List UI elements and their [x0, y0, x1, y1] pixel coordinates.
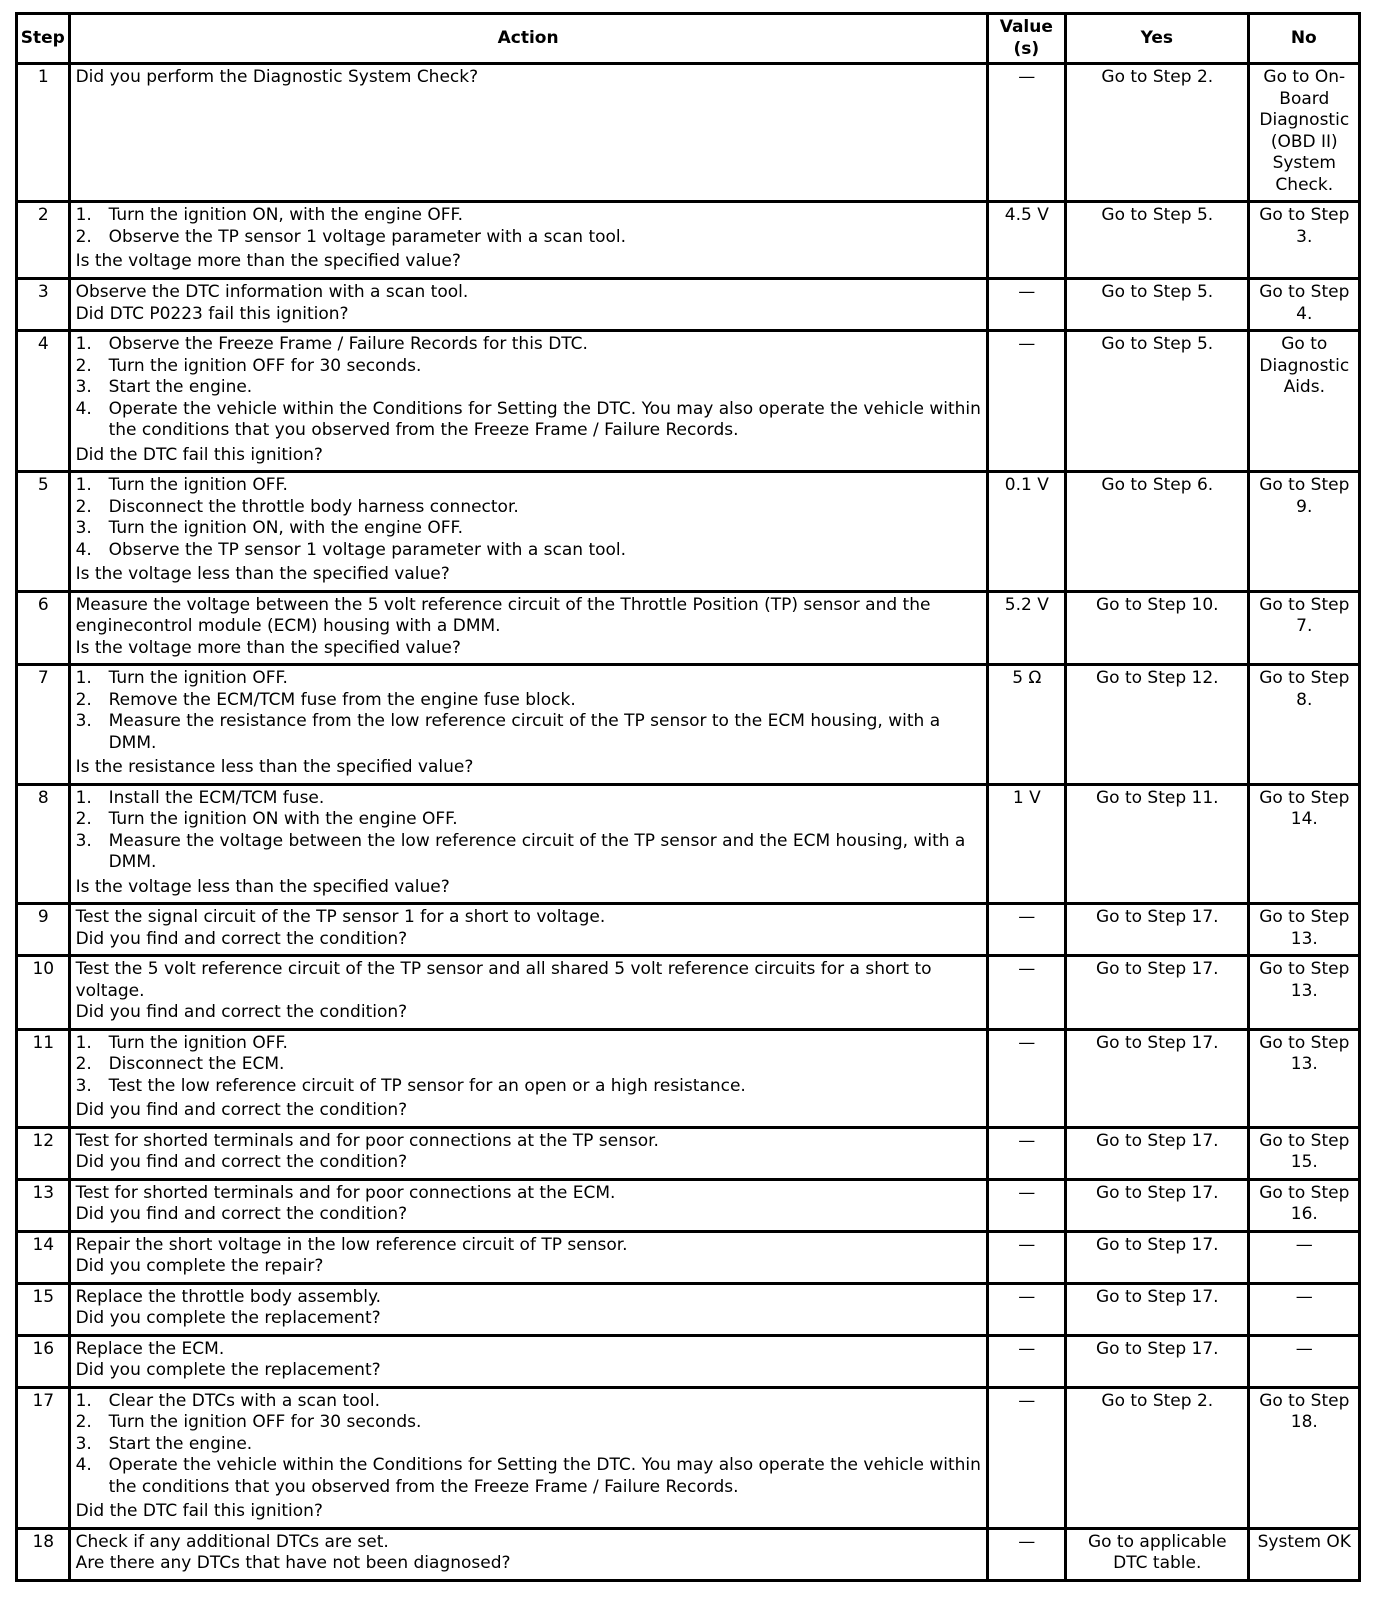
action-steps — [76, 334, 982, 442]
action-step — [76, 1412, 982, 1434]
table-body — [17, 64, 1360, 1581]
action-step-number: 1. — [75, 787, 92, 808]
action-text: Did you perform the Diagnostic System Check? — [75, 67, 479, 87]
action-step-number: 3. — [75, 1075, 92, 1096]
yes-cell: Go to Step 17. — [1066, 956, 1249, 1030]
step-number: 11 — [17, 1029, 70, 1127]
step-number: 9 — [17, 904, 70, 956]
action-cell — [69, 956, 987, 1030]
no-cell: Go to Step 13. — [1248, 1029, 1359, 1127]
action-question: Is the resistance less than the specified value? — [75, 757, 474, 777]
no-cell: Go to Step 16. — [1248, 1179, 1359, 1231]
yes-cell: Go to Step 12. — [1066, 665, 1249, 785]
action-step-number: 1. — [75, 1032, 92, 1053]
value-cell: — — [987, 1335, 1065, 1387]
action-cell — [69, 64, 987, 202]
table-row — [17, 331, 1360, 472]
action-step — [76, 668, 982, 690]
yes-cell: Go to Step 17. — [1066, 1283, 1249, 1335]
no-cell: Go to Step 14. — [1248, 784, 1359, 904]
action-cell — [69, 904, 987, 956]
step-number: 13 — [17, 1179, 70, 1231]
action-question: Did the DTC fail this ignition? — [75, 444, 323, 465]
value-cell: — — [987, 1179, 1065, 1231]
step-number: 6 — [17, 591, 70, 665]
value-cell: — — [987, 331, 1065, 472]
action-step-number: 4. — [75, 398, 92, 419]
table-row — [17, 956, 1360, 1030]
value-cell: — — [987, 1387, 1065, 1528]
action-step-number: 2. — [75, 809, 92, 829]
header-row — [17, 14, 1360, 64]
no-cell: Go to Step 13. — [1248, 956, 1359, 1030]
action-step-text: Remove the ECM/TCM fuse from the engine fuse block. — [108, 689, 576, 710]
table-row — [17, 1283, 1360, 1335]
value-cell: — — [987, 1231, 1065, 1283]
action-step — [76, 1455, 982, 1498]
action-text: Replace the throttle body assembly. — [75, 1286, 382, 1307]
step-number: 10 — [17, 956, 70, 1030]
value-cell: — — [987, 279, 1065, 331]
action-step-text: Turn the ignition ON, with the engine OFF. — [108, 518, 463, 538]
yes-cell: Go to Step 10. — [1066, 591, 1249, 665]
action-step-number: 2. — [75, 355, 92, 376]
step-number: 7 — [17, 665, 70, 785]
table-row — [17, 1179, 1360, 1231]
action-step-text: Observe the TP sensor 1 voltage parameter with a scan tool. — [108, 539, 627, 560]
no-cell: Go to Step 18. — [1248, 1387, 1359, 1528]
yes-cell: Go to Step 11. — [1066, 784, 1249, 904]
table-row — [17, 64, 1360, 202]
action-question: Is the voltage less than the specified value? — [75, 876, 450, 897]
action-steps — [76, 668, 982, 754]
step-number: 18 — [17, 1528, 70, 1580]
no-cell: — — [1248, 1283, 1359, 1335]
action-text: Did you complete the replacement? — [75, 1360, 381, 1380]
yes-cell: Go to Step 17. — [1066, 904, 1249, 956]
action-question: Is the voltage more than the specified value? — [75, 251, 461, 271]
action-step-number: 1. — [75, 1390, 92, 1411]
action-question: Did the DTC fail this ignition? — [75, 1501, 323, 1521]
action-text: Did you find and correct the condition? — [75, 928, 408, 949]
action-step — [76, 788, 982, 810]
no-cell: Go to Step 3. — [1248, 202, 1359, 279]
action-cell — [69, 331, 987, 472]
action-step — [76, 831, 982, 874]
action-question: Is the voltage less than the specified value? — [75, 564, 450, 584]
value-cell: — — [987, 956, 1065, 1030]
action-step-text: Observe the Freeze Frame / Failure Records for this DTC. — [108, 334, 588, 354]
action-step-text: Test the low reference circuit of TP sensor for an open or a high resistance. — [108, 1075, 746, 1096]
table-row — [17, 784, 1360, 904]
action-step-number: 1. — [75, 475, 92, 495]
action-step-text: Turn the ignition OFF. — [108, 668, 288, 688]
action-step-number: 2. — [75, 1412, 92, 1432]
yes-cell: Go to Step 5. — [1066, 202, 1249, 279]
action-step — [76, 399, 982, 442]
header-action: Action — [69, 14, 987, 64]
action-text: Test the signal circuit of the TP sensor 1 for a short to voltage. — [75, 907, 606, 927]
yes-cell: Go to Step 17. — [1066, 1335, 1249, 1387]
value-cell: — — [987, 1283, 1065, 1335]
table-row — [17, 1528, 1360, 1580]
action-step — [76, 690, 982, 712]
value-cell: — — [987, 904, 1065, 956]
action-text: Test the 5 volt reference circuit of the TP sensor and all shared 5 volt reference circuits for a short to voltage. — [75, 959, 932, 1001]
action-step-number: 3. — [75, 1433, 92, 1454]
action-step-text: Measure the voltage between the low reference circuit of the TP sensor and the ECM housing, with a DMM. — [108, 830, 966, 872]
action-steps — [76, 1391, 982, 1499]
step-number: 12 — [17, 1127, 70, 1179]
value-cell: 0.1 V — [987, 472, 1065, 592]
action-step — [76, 497, 982, 519]
action-steps — [76, 205, 982, 248]
action-text: Repair the short voltage in the low reference circuit of TP sensor. — [75, 1234, 628, 1255]
value-cell: 4.5 V — [987, 202, 1065, 279]
action-steps — [76, 475, 982, 561]
no-cell: Go to Step 4. — [1248, 279, 1359, 331]
action-cell — [69, 591, 987, 665]
action-text: Replace the ECM. — [75, 1338, 225, 1359]
action-step-number: 1. — [75, 334, 92, 354]
action-cell — [69, 472, 987, 592]
value-cell: — — [987, 1127, 1065, 1179]
action-text: Did you find and correct the condition? — [75, 1002, 408, 1022]
yes-cell: Go to Step 6. — [1066, 472, 1249, 592]
action-step-text: Turn the ignition OFF for 30 seconds. — [108, 355, 422, 376]
yes-cell: Go to Step 17. — [1066, 1127, 1249, 1179]
table-row — [17, 591, 1360, 665]
no-cell: Go to Step 9. — [1248, 472, 1359, 592]
header-no: No — [1248, 14, 1359, 64]
value-cell: — — [987, 64, 1065, 202]
action-step — [76, 809, 982, 831]
table-row — [17, 904, 1360, 956]
action-cell — [69, 1231, 987, 1283]
action-cell — [69, 1029, 987, 1127]
action-step-text: Observe the TP sensor 1 voltage parameter with a scan tool. — [108, 226, 627, 247]
step-number: 8 — [17, 784, 70, 904]
no-cell: Go to Step 8. — [1248, 665, 1359, 785]
action-text: Did DTC P0223 fail this ignition? — [75, 303, 349, 324]
no-cell: Go to Step 13. — [1248, 904, 1359, 956]
action-step — [76, 1434, 982, 1456]
action-step — [76, 540, 982, 562]
no-cell: Go to On-Board Diagnostic (OBD II) System Check. — [1248, 64, 1359, 202]
action-text: Observe the DTC information with a scan tool. — [75, 282, 469, 302]
step-number: 14 — [17, 1231, 70, 1283]
no-cell: Go to Step 15. — [1248, 1127, 1359, 1179]
table-row — [17, 472, 1360, 592]
action-text: Measure the voltage between the 5 volt reference circuit of the Throttle Position (TP) sensor and the enginecontrol module (ECM) housing with a DMM. — [75, 594, 931, 636]
action-step-number: 3. — [75, 830, 92, 851]
step-number: 15 — [17, 1283, 70, 1335]
step-number: 2 — [17, 202, 70, 279]
header-step: Step — [17, 14, 70, 64]
action-step — [76, 518, 982, 540]
value-cell: — — [987, 1029, 1065, 1127]
yes-cell: Go to Step 17. — [1066, 1179, 1249, 1231]
step-number: 16 — [17, 1335, 70, 1387]
action-cell — [69, 784, 987, 904]
action-step-text: Turn the ignition OFF. — [108, 1032, 288, 1053]
action-cell — [69, 1283, 987, 1335]
action-step-number: 1. — [75, 205, 92, 225]
action-step-text: Turn the ignition ON, with the engine OFF. — [108, 205, 463, 225]
action-step-number: 2. — [75, 689, 92, 710]
table-row — [17, 279, 1360, 331]
diagnostic-table — [15, 12, 1361, 1582]
yes-cell: Go to Step 17. — [1066, 1231, 1249, 1283]
action-text: Did you find and correct the condition? — [75, 1152, 408, 1172]
action-text: Did you complete the repair? — [75, 1256, 324, 1276]
action-step — [76, 1054, 982, 1076]
action-step — [76, 1033, 982, 1055]
yes-cell: Go to Step 5. — [1066, 279, 1249, 331]
header-yes: Yes — [1066, 14, 1249, 64]
step-number: 1 — [17, 64, 70, 202]
no-cell: — — [1248, 1335, 1359, 1387]
action-step — [76, 227, 982, 249]
action-steps — [76, 1033, 982, 1098]
table-row — [17, 1029, 1360, 1127]
step-number: 4 — [17, 331, 70, 472]
action-text: Check if any additional DTCs are set. — [75, 1531, 389, 1552]
action-step — [76, 475, 982, 497]
action-step — [76, 1076, 982, 1098]
action-text: Did you complete the replacement? — [75, 1308, 381, 1328]
value-cell: 5.2 V — [987, 591, 1065, 665]
action-step-text: Start the engine. — [108, 377, 253, 397]
no-cell: System OK — [1248, 1528, 1359, 1580]
no-cell: Go to Step 7. — [1248, 591, 1359, 665]
action-step — [76, 377, 982, 399]
yes-cell: Go to Step 17. — [1066, 1029, 1249, 1127]
action-step-text: Turn the ignition OFF. — [108, 475, 288, 495]
action-step-text: Operate the vehicle within the Conditions for Setting the DTC. You may also operate the vehicle within the conditions that you observed from the Freeze Frame / Failure Records. — [108, 398, 981, 440]
no-cell: — — [1248, 1231, 1359, 1283]
action-text: Test for shorted terminals and for poor connections at the ECM. — [75, 1182, 616, 1203]
action-step-text: Disconnect the throttle body harness connector. — [108, 496, 519, 517]
yes-cell: Go to Step 2. — [1066, 64, 1249, 202]
action-cell — [69, 1387, 987, 1528]
action-step-text: Turn the ignition OFF for 30 seconds. — [108, 1412, 422, 1432]
step-number: 17 — [17, 1387, 70, 1528]
action-text: Is the voltage more than the specified value? — [75, 637, 461, 658]
step-number: 5 — [17, 472, 70, 592]
action-step — [76, 205, 982, 227]
action-text: Are there any DTCs that have not been diagnosed? — [75, 1553, 511, 1573]
action-step-text: Start the engine. — [108, 1433, 253, 1454]
value-cell: — — [987, 1528, 1065, 1580]
action-step-text: Turn the ignition ON with the engine OFF. — [108, 809, 458, 829]
action-cell — [69, 1127, 987, 1179]
table-row — [17, 202, 1360, 279]
action-step-text: Clear the DTCs with a scan tool. — [108, 1390, 381, 1411]
yes-cell: Go to Step 5. — [1066, 331, 1249, 472]
action-step-number: 3. — [75, 711, 92, 731]
action-cell — [69, 279, 987, 331]
action-step-text: Operate the vehicle within the Conditions for Setting the DTC. You may also operate the vehicle within the conditions that you observed from the Freeze Frame / Failure Records. — [108, 1455, 981, 1497]
action-step-number: 3. — [75, 518, 92, 538]
action-step — [76, 1391, 982, 1413]
value-cell: 1 V — [987, 784, 1065, 904]
action-step-number: 3. — [75, 377, 92, 397]
table-row — [17, 665, 1360, 785]
action-cell — [69, 665, 987, 785]
action-cell — [69, 1335, 987, 1387]
action-steps — [76, 788, 982, 874]
action-step-number: 2. — [75, 1054, 92, 1074]
yes-cell: Go to applicable DTC table. — [1066, 1528, 1249, 1580]
step-number: 3 — [17, 279, 70, 331]
yes-cell: Go to Step 2. — [1066, 1387, 1249, 1528]
action-cell — [69, 202, 987, 279]
value-cell: 5 Ω — [987, 665, 1065, 785]
no-cell: Go to Diagnostic Aids. — [1248, 331, 1359, 472]
action-cell — [69, 1179, 987, 1231]
action-text: Test for shorted terminals and for poor connections at the TP sensor. — [75, 1130, 659, 1151]
action-text: Did you find and correct the condition? — [75, 1204, 408, 1224]
action-step-text: Install the ECM/TCM fuse. — [108, 787, 325, 808]
action-step-number: 4. — [75, 1455, 92, 1475]
action-step-number: 1. — [75, 668, 92, 688]
action-step — [76, 711, 982, 754]
action-step-number: 4. — [75, 539, 92, 560]
header-value: Value (s) — [987, 14, 1065, 64]
table-row — [17, 1127, 1360, 1179]
action-step-text: Measure the resistance from the low reference circuit of the TP sensor to the ECM housing, with a DMM. — [108, 711, 941, 753]
action-step — [76, 356, 982, 378]
action-step — [76, 334, 982, 356]
table-row — [17, 1387, 1360, 1528]
action-step-text: Disconnect the ECM. — [108, 1054, 285, 1074]
table-row — [17, 1231, 1360, 1283]
action-step-number: 2. — [75, 496, 92, 517]
action-cell — [69, 1528, 987, 1580]
table-row — [17, 1335, 1360, 1387]
action-step-number: 2. — [75, 226, 92, 247]
action-question: Did you find and correct the condition? — [75, 1100, 408, 1120]
